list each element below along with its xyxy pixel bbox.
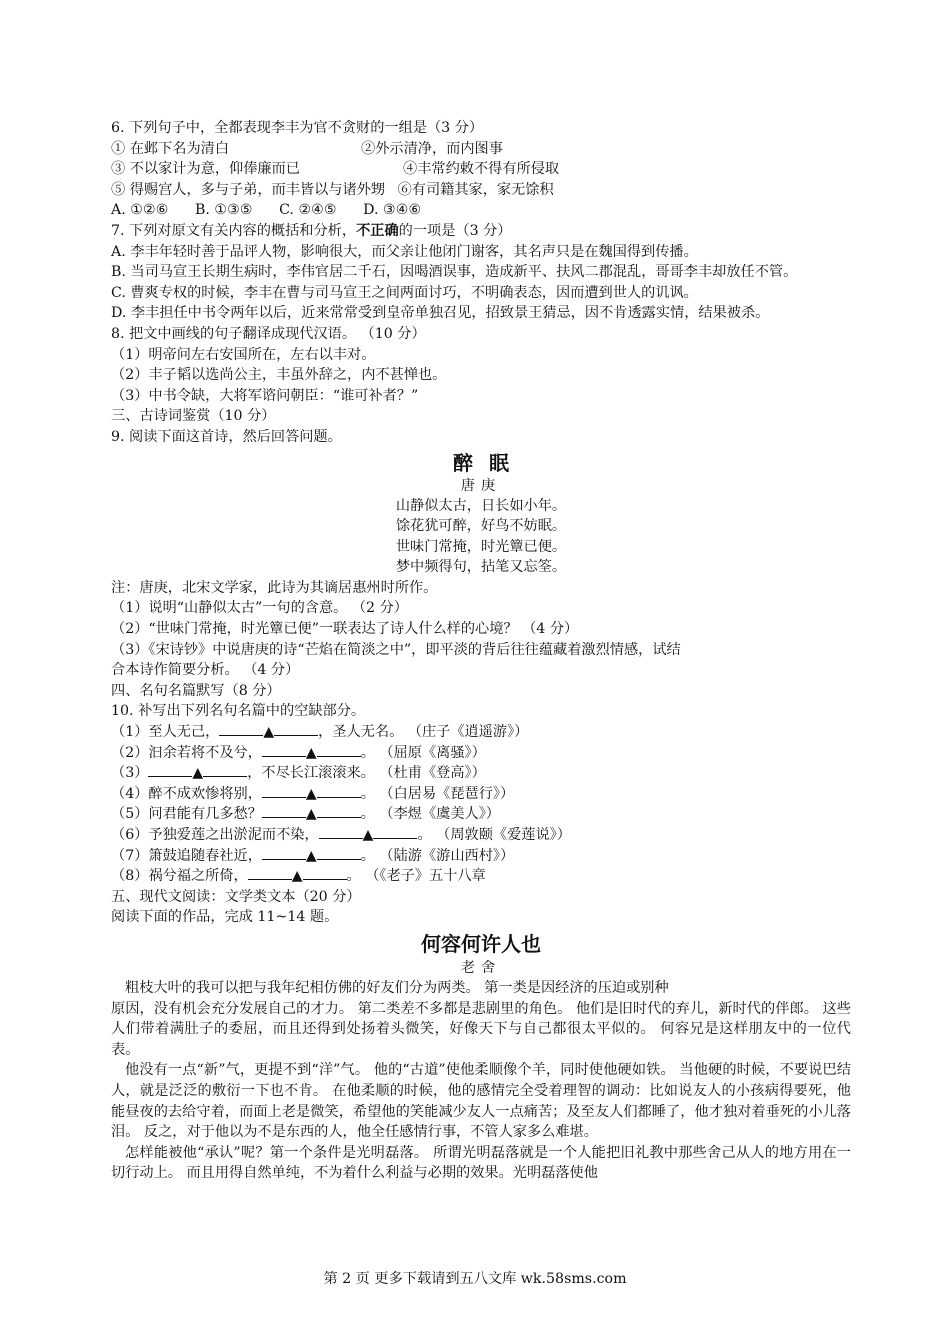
q10-item-prefix: （1）至人无己， [111, 724, 220, 741]
option-b: B. ①③⑤ [194, 202, 253, 219]
poem-line: 梦中频得句，拈笔又忘筌。 [395, 559, 567, 576]
q7-stem-text: 的一项是（3 分） [398, 222, 512, 239]
q7-option-d: D. 李丰担任中书令两年以后，近来常常受到皇帝单独召见，招致景王猜忌，因不肯透露实情，结果被杀。 [111, 305, 770, 322]
q6-stem: 6. 下列句子中，全都表现李丰为官不贪财的一组是（3 分） [111, 120, 484, 136]
q8-item: （2）丰子韬以选尚公主，丰虽外辞之，内不甚惮也。 [111, 367, 447, 384]
q9-sub: （1）说明“山静似太古”一句的含意。 （2 分） [111, 600, 408, 617]
section-heading: 四、名句名篇默写（8 分） [111, 682, 281, 699]
q6-options [111, 200, 851, 221]
answer-blank[interactable] [248, 867, 292, 880]
answer-blank[interactable] [274, 723, 318, 736]
answer-blank[interactable] [148, 764, 192, 777]
q10-item-suffix: 。 （李煜《虞美人》） [360, 806, 500, 823]
q10-item [111, 722, 851, 743]
poem-line: 馀花犹可醉，好鸟不妨眠。 [395, 518, 567, 535]
option-a: A. ①②⑥ [111, 202, 169, 219]
q8-item: （1）明帝问左右安国所在，左右以丰对。 [111, 346, 376, 363]
q8-item: （3）中书令缺，大将军谘问朝臣：“谁可补者？” [111, 387, 419, 404]
answer-blank[interactable] [317, 785, 361, 798]
poem-line: 山静似太古，日长如小年。 [395, 497, 567, 514]
answer-blank[interactable] [203, 764, 247, 777]
triangle-marker: ▲ [291, 868, 303, 885]
triangle-marker: ▲ [305, 847, 317, 864]
q10-item [111, 825, 851, 846]
answer-blank[interactable] [303, 867, 347, 880]
answer-blank[interactable] [373, 826, 417, 839]
poem-line: 世味门常掩，时光簟已便。 [395, 538, 567, 555]
q9-sub: （2）“世味门常掩，时光簟已便”一联表达了诗人什么样的心境？ （4 分） [111, 621, 579, 638]
q10-item [111, 784, 851, 805]
section-heading: 五、现代文阅读：文学类文本（20 分） [111, 888, 361, 905]
essay-paragraph: 他没有一点“新”气，更提不到“洋”气。 他的“古道”使他柔顺像个羊，同时使他硬如铁。 当他硬的时候，不要说巴结人，就是泛泛的敷衍一下也不肯。 在他柔顺的时候，他的感情完全受着理智的调动：比如说友人的小孩病得要死，他能昼夜的去给守着，而面上老是微笑，希望他的笑能减少友人一点痛苦；及至友人们都睡了，他才独对着垂死的小儿落泪。 反之，对于他以为不是东西的人，他全任感情行事，不管人家多么难堪。 [111, 1062, 851, 1141]
answer-blank[interactable] [317, 744, 361, 757]
triangle-marker: ▲ [362, 827, 374, 843]
q10-item [111, 763, 851, 784]
q10-item-prefix: （3） [111, 765, 149, 782]
q10-item-prefix: （2）汩余若将不及兮， [111, 744, 262, 761]
q6-item: ⑥有司籍其家，家无馀积 [397, 181, 554, 198]
q10-list [111, 722, 851, 887]
q10-item-suffix: 。 （陆游《游山西村》） [360, 847, 515, 864]
essay-paragraph: 怎样能被他“承认”呢？第一个条件是光明磊落。 所谓光明磊落就是一个人能把旧礼教中那些舍己从人的地方用在一切行动上。 而且用得自然单纯，不为着什么利益与必期的效果。光明磊落使他 [111, 1144, 851, 1182]
triangle-marker: ▲ [263, 724, 275, 741]
q9-sub: （3）《宋诗钞》中说唐庚的诗“芒焰在简淡之中”，即平淡的背后往往蕴藏着激烈情感，试结 [111, 641, 681, 658]
reading-intro: 阅读下面的作品，完成 11~14 题。 [111, 909, 339, 926]
answer-blank[interactable] [262, 785, 306, 798]
q10-item-suffix: ，圣人无名。 （庄子《逍遥游》） [318, 724, 529, 741]
answer-blank[interactable] [262, 744, 306, 757]
answer-blank[interactable] [317, 847, 361, 860]
poem-author: 唐庚 [460, 477, 502, 494]
q7-option-c: C. 曹爽专权的时候，李丰在曹与司马宣王之间两面讨巧，不明确表态，因而遭到世人的讥讽。 [111, 284, 698, 301]
q10-item-suffix: 。 （白居易《琵琶行》） [360, 785, 515, 802]
answer-blank[interactable] [262, 805, 306, 818]
poem-note: 注：唐庚，北宋文学家，此诗为其谪居惠州时所作。 [111, 579, 438, 596]
q7-stem-text: 7. 下列对原文有关内容的概括和分析， [111, 222, 357, 239]
option-d: D. ③④⑥ [363, 202, 422, 219]
poem-title: 醉眠 [453, 450, 525, 475]
q10-item [111, 866, 851, 887]
q6-item-row [111, 139, 851, 160]
essay-paragraph: 原因，没有机会充分发展自己的才力。 第二类差不多都是悲剧里的角色。 他们是旧时代的弃儿，新时代的伴郎。 这些人们带着满肚子的委屈，而且还得到处扬着头微笑，好像天下与自己都很太平似的。 何容兄是这样朋友中的一位代表。 [111, 1000, 851, 1058]
q10-item-suffix: 。 （周敦颐《爱莲说》） [417, 827, 571, 843]
answer-blank[interactable] [317, 805, 361, 818]
triangle-marker: ▲ [305, 806, 317, 823]
q10-item [111, 804, 851, 825]
q10-item [111, 743, 851, 764]
triangle-marker: ▲ [305, 785, 317, 802]
q7-stem-emphasis: 不正确 [356, 222, 399, 239]
q10-item-prefix: （7）箫鼓追随春社近， [111, 847, 262, 864]
q7-stem [111, 221, 851, 242]
q6-item: ⑤ 得赐宫人，多与子弟，而丰皆以与诸外甥 [111, 181, 386, 198]
q6-item: ① 在邺下名为清白 [111, 140, 230, 157]
q7-option-a: A. 李丰年轻时善于品评人物，影响很大，而父亲让他闭门谢客，其名声只是在魏国得到传播。 [111, 243, 698, 260]
essay-author: 老舍 [460, 959, 502, 976]
document-page [111, 118, 851, 1184]
q6-item: ③ 不以家计为意，仰俸廉而已 [111, 161, 300, 178]
q10-stem: 10. 补写出下列名句名篇中的空缺部分。 [111, 703, 366, 720]
q9-sub: 合本诗作简要分析。 （4 分） [111, 662, 300, 679]
q6-item: ②外示清净，而内图事 [361, 140, 503, 157]
q6-item-row [111, 159, 851, 180]
q10-item-prefix: （6）予独爱莲之出淤泥而不染， [111, 827, 319, 843]
q6-item-row [111, 180, 851, 201]
triangle-marker: ▲ [192, 765, 204, 782]
q10-item-suffix: 。 （屈原《离骚》） [360, 744, 486, 761]
page-footer: 第 2 页 更多下载请到五八文库 wk.58sms.com [323, 1271, 627, 1287]
answer-blank[interactable] [219, 723, 263, 736]
triangle-marker: ▲ [305, 744, 317, 761]
q10-item-prefix: （4）醉不成欢惨将别， [111, 785, 262, 802]
essay-title: 何容何许人也 [421, 931, 541, 956]
q8-stem: 8. 把文中画线的句子翻译成现代汉语。 （10 分） [111, 325, 426, 342]
q7-option-b: B. 当司马宣王长期生病时，李伟官居二千石，因喝酒误事，造成新平、扶风二郡混乱，哥哥李丰却放任不管。 [111, 264, 798, 281]
essay-paragraph: 粗枝大叶的我可以把与我年纪相仿佛的好友们分为两类。 第一类是因经济的压迫或别种 [125, 979, 669, 996]
answer-blank[interactable] [319, 826, 363, 839]
q9-stem: 9. 阅读下面这首诗，然后回答问题。 [111, 428, 342, 445]
q10-item-suffix: ，不尽长江滚滚来。 （杜甫《登高》） [247, 765, 486, 782]
answer-blank[interactable] [262, 847, 306, 860]
option-c: C. ②④⑤ [279, 202, 337, 219]
q6-item: ④丰常约敕不得有所侵取 [403, 161, 560, 178]
q10-item-prefix: （5）问君能有几多愁？ [111, 806, 262, 823]
q10-item [111, 846, 851, 867]
q10-item-prefix: （8）祸兮福之所倚， [111, 868, 248, 885]
q10-item-suffix: 。 （《老子》五十八章 [346, 868, 486, 885]
section-heading: 三、古诗词鉴赏（10 分） [111, 408, 276, 425]
